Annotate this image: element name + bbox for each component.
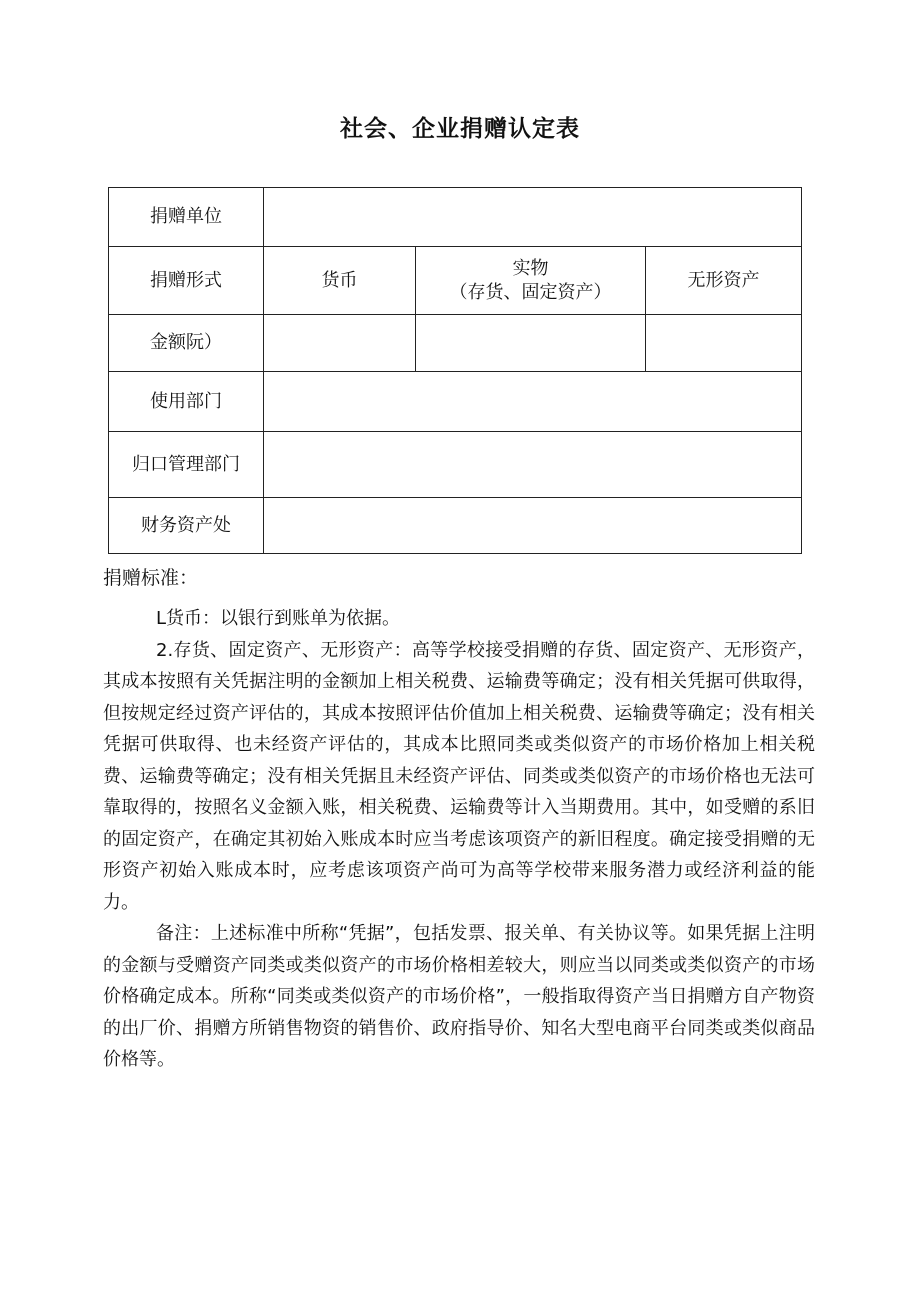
intangible-option: 无形资产	[646, 247, 802, 315]
amount-intangible-field[interactable]	[646, 315, 802, 372]
admin-label: 归口管理部门	[109, 432, 264, 498]
standard-note: 备注：上述标准中所称“凭据”，包括发票、报关单、有关协议等。如果凭据上注明的金额与受赠资产同类或类似资产的市场价格相差较大，则应当以同类或类似资产的市场价格确定成本。所称“同类或类似资产的市场价格”，一般指取得资产当日捐赠方自产物资的出厂价、捐赠方所销售物资的销售价、政府指导价、知名大型电商平台同类或类似商品价格等。	[103, 923, 815, 1070]
amount-physical-field[interactable]	[416, 315, 646, 372]
dept-field[interactable]	[264, 372, 802, 432]
donation-form-table	[108, 187, 802, 554]
form-label: 捐赠形式	[109, 247, 264, 315]
amount-cash-field[interactable]	[264, 315, 416, 372]
amount-label: 金额阮）	[109, 315, 264, 372]
finance-field[interactable]	[264, 498, 802, 554]
physical-option	[416, 247, 646, 315]
donor-row	[109, 188, 802, 247]
standard-heading: 捐赠标准：	[103, 567, 199, 589]
finance-row	[109, 498, 802, 554]
admin-field[interactable]	[264, 432, 802, 498]
physical-label: 实物	[512, 257, 549, 279]
standard-content	[103, 603, 815, 1076]
standard-item-2: 2.存货、固定资产、无形资产：高等学校接受捐赠的存货、固定资产、无形资产，其成本按照有关凭据注明的金额加上相关税费、运输费等确定；没有相关凭据可供取得，但按规定经过资产评估的，其成本按照评估价值加上相关税费、运输费等确定；没有相关凭据可供取得、也未经资产评估的，其成本比照同类或类似资产的市场价格加上相关税费、运输费等确定；没有相关凭据且未经资产评估、同类或类似资产的市场价格也无法可靠取得的，按照名义金额入账，相关税费、运输费等计入当期费用。其中，如受赠的系旧的固定资产，在确定其初始入账成本时应当考虑该项资产的新旧程度。确定接受捐赠的无形资产初始入账成本时，应考虑该项资产尚可为高等学校带来服务潜力或经济利益的能力。	[103, 639, 815, 913]
form-row	[109, 247, 802, 315]
donor-label: 捐赠单位	[109, 188, 264, 247]
standard-item-1: L货币：以银行到账单为依据。	[156, 608, 401, 629]
page-title: 社会、企业捐赠认定表	[340, 116, 580, 142]
finance-label: 财务资产处	[109, 498, 264, 554]
cash-option: 货币	[264, 247, 416, 315]
admin-row	[109, 432, 802, 498]
amount-row	[109, 315, 802, 372]
dept-label: 使用部门	[109, 372, 264, 432]
physical-note: （存货、固定资产）	[449, 281, 612, 303]
donor-field[interactable]	[264, 188, 802, 247]
dept-row	[109, 372, 802, 432]
